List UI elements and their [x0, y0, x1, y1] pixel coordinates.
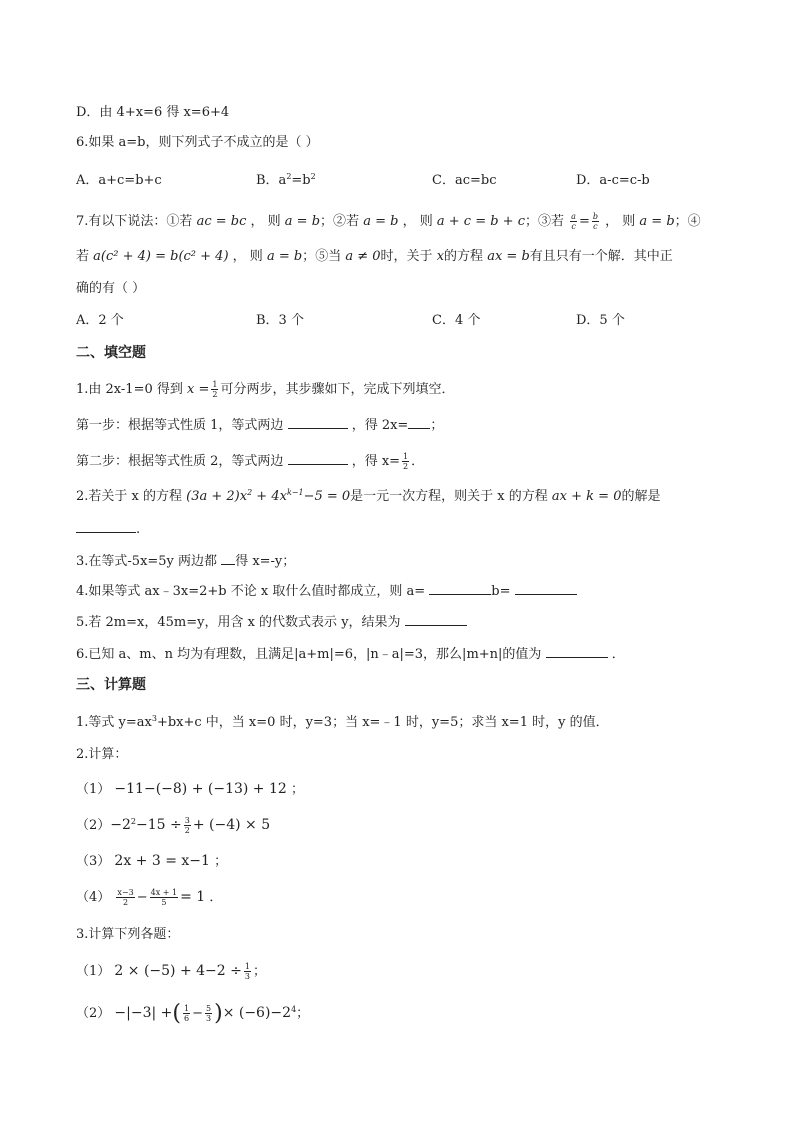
s2-q4-mid: b= [491, 584, 511, 599]
s3-q2-4-frac-1 [116, 888, 134, 907]
s2-step2-blank[interactable] [288, 452, 348, 465]
s2-q4 [76, 582, 577, 601]
s3-q3-2-minus: − [192, 1006, 203, 1021]
q7-circ-1: ① [166, 214, 180, 229]
q7-option-d: D．5 个 [576, 313, 625, 328]
q7-line-3: 确的有（ ） [76, 281, 146, 296]
q7-s2-cond: a = b [363, 214, 399, 229]
s3-q2-2-a: −2 [110, 817, 131, 833]
q7-ruo-3: 若 [551, 214, 565, 229]
q7-frac-a-c [570, 212, 577, 231]
s2-q2-eq-3: −5 = 0 [303, 489, 351, 504]
q7-s1-cond: ac = bc [196, 214, 247, 229]
q6-option-b-mid: =b [291, 173, 311, 188]
s2-q2-eq-1: (3a + 2)x [186, 489, 248, 504]
q7-ruo-2: 若 [346, 214, 360, 229]
s3-q3-2-frac-1 [183, 1004, 190, 1023]
s3-q2-4 [76, 888, 222, 907]
s3-q3-2-rparen: ) [214, 1001, 223, 1026]
q7-s2-res: a + c = b + c [436, 214, 525, 229]
q7-frac-b: b [592, 212, 598, 221]
s3-q1-prefix: 1.等式 y=ax [76, 715, 152, 730]
s2-q1-prefix: 1.由 2x-1=0 得到 [76, 382, 183, 397]
s3-q2-4-rhs: = 1 [180, 889, 206, 905]
s3-q3-1-expr: 2 × (−5) + 4−2 ÷ [114, 963, 242, 979]
q7-option-c: C．4 个 [432, 313, 481, 328]
s3-q3-2-num-1: 1 [184, 1004, 190, 1013]
s3-q3-1-frac-den: 3 [244, 972, 250, 981]
q6-option-b-prefix: B．a [256, 173, 287, 188]
s3-q3-2-label: （2） [76, 1006, 111, 1021]
s3-q3-2-lparen: ( [172, 1001, 181, 1026]
s3-q2-3 [76, 852, 227, 871]
s3-q3-2-den-1: 6 [184, 1014, 190, 1023]
q6-option-d: D．a-c=c-b [576, 173, 650, 188]
q7-ze-1: 则 [267, 214, 281, 229]
s3-q2-1 [76, 780, 304, 799]
s3-q3-2-a: −|−3| + [114, 1005, 173, 1021]
s2-q2 [76, 488, 660, 506]
s2-q6-blank[interactable] [546, 645, 608, 658]
s3-q2-4-den-1: 2 [123, 898, 129, 907]
s3-q2-4-label: （4） [76, 890, 111, 905]
s3-q2-4-minus: − [136, 890, 148, 905]
s3-q2-3-end: ； [214, 854, 228, 869]
s2-q1-frac [211, 380, 218, 399]
s2-q1-frac-num: 1 [212, 380, 218, 389]
s3-q2-4-frac-2 [150, 888, 178, 907]
s3-q2-2-label: （2） [76, 818, 111, 833]
s3-q3-2-b: × (−6)−2 [222, 1005, 292, 1021]
s3-q2-1-end: ； [290, 782, 304, 797]
s3-q3-1 [76, 962, 266, 981]
section-3-title: 三、计算题 [76, 677, 146, 693]
s3-q3-1-frac [244, 962, 251, 981]
s3-q2-4-num-1: x−3 [117, 888, 134, 897]
s2-q1-suffix: 可分两步，其步骤如下，完成下列填空． [220, 382, 455, 397]
s2-step2-frac-num: 1 [403, 452, 409, 461]
s2-q5-blank[interactable] [405, 613, 467, 626]
s2-q6-text: 6.已知 a、m、n 均为有理数，且满足|a+m|=6，|n﹣a|=3，那么|m+n|的值为 [76, 647, 542, 662]
s3-q2-2 [76, 816, 270, 835]
s2-step2-end: ． [411, 454, 425, 469]
s3-q2-title: 2.计算： [76, 747, 128, 762]
s2-q3-blank[interactable] [221, 552, 235, 565]
q7-circ-3: ③ [538, 214, 552, 229]
s2-step2-frac-den: 2 [403, 462, 409, 471]
s3-q3-2-end: ； [296, 1006, 310, 1021]
q7-circ-4: ④ [687, 214, 701, 229]
s2-q1-frac-den: 2 [212, 390, 218, 399]
q7-sep-3: ； [674, 214, 688, 229]
s2-q5-text: 5.若 2m=x，45m=y，用含 x 的代数式表示 y，结果为 [76, 615, 401, 630]
q7-ze-4: 则 [249, 249, 263, 264]
s2-q2-suffix: 的解是 [621, 489, 661, 504]
q6-option-b-exp-1: 2 [286, 172, 292, 181]
s2-step2-mid: ，得 x= [351, 454, 401, 469]
s2-q2-prefix: 2.若关于 x 的方程 [76, 489, 182, 504]
s2-q3-suffix: 得 x=-y； [235, 554, 296, 569]
q7-line-2: 若 a(c² + 4) = b(c² + 4) ， 则 a = b；⑤当 a ≠ 0时，关于 x的方程 ax = b有且只有一个解．其中正 [76, 249, 673, 264]
s3-q3-1-end: ； [252, 964, 266, 979]
s3-q2-4-den-2: 5 [161, 898, 167, 907]
s2-q2-exp-1: 2 [247, 488, 253, 497]
s3-q2-1-expr: −11−(−8) + (−13) + 12 [114, 781, 287, 797]
s3-q3-1-label: （1） [76, 964, 111, 979]
q6-option-b-exp-2: 2 [310, 172, 316, 181]
s2-q3-prefix: 3.在等式-5x=5y 两边都 [76, 554, 218, 569]
s3-q3-title: 3.计算下列各题： [76, 927, 180, 942]
s2-step2 [76, 452, 424, 471]
q5-option-d: D．由 4+x=6 得 x=6+4 [76, 105, 230, 120]
s3-q2-2-c: + (−4) × 5 [192, 817, 271, 833]
s2-q4-blank-b[interactable] [515, 582, 577, 595]
q7-option-a: A．2 个 [76, 313, 124, 328]
s2-step1-blank-2[interactable] [408, 416, 430, 429]
s2-q3 [76, 552, 295, 571]
q7-circ-5: ⑤ [315, 249, 329, 264]
s3-q2-4-num-2: 4x + 1 [150, 888, 178, 897]
q7-eq: ax = b [487, 249, 530, 264]
q7-s5-cond: a ≠ 0 [345, 249, 381, 264]
s2-step1-prefix: 第一步：根据等式性质 1，等式两边 [76, 418, 284, 433]
s3-q2-2-frac [184, 816, 191, 835]
s2-q2-eq-2: + 4x [252, 489, 287, 504]
q7-frac-b-c [592, 212, 599, 231]
s2-q2-mid: 是一元一次方程，则关于 x 的方程 [350, 489, 548, 504]
s3-q2-4-end: ． [209, 890, 223, 905]
q7-frac-c-2: c [593, 222, 598, 231]
q7-circ-2: ② [333, 214, 347, 229]
s3-q3-2-num-2: 5 [206, 1004, 212, 1013]
s3-q2-2-frac-num: 3 [184, 816, 190, 825]
q7-ruo-1: 若 [179, 214, 193, 229]
s3-q2-2-exp: 2 [130, 817, 137, 826]
q7-frac-a: a [571, 212, 576, 221]
q6-option-a: A．a+c=b+c [76, 173, 162, 188]
q7-sep-2: ； [524, 214, 538, 229]
q7-dang: 当 [328, 249, 342, 264]
s3-q1-exp: 3 [151, 714, 157, 723]
q7-line-1: 7.有以下说法：①若 ac = bc ， 则 a = b；②若 a = b ， 则 a + c = b + c；③若 $\frac{a}{c}$ = $\frac{b}{c}$ ， 则 a = b；④ [76, 212, 701, 231]
s2-q2-blank[interactable] [76, 520, 136, 533]
s3-q2-1-label: （1） [76, 782, 111, 797]
s3-q2-3-expr: 2x + 3 = x−1 [114, 853, 210, 869]
s3-q2-2-b: −15 ÷ [136, 817, 182, 833]
s2-step1-mid: ，得 2x= [351, 418, 409, 433]
s2-q2-eq-4: ax + k = 0 [551, 489, 622, 504]
s2-q2-end: . [136, 522, 141, 537]
s2-step2-frac [402, 452, 409, 471]
s2-step1 [76, 416, 443, 435]
q7-shi-text: 时，关于 [380, 249, 433, 264]
q7-s4-res: a = b [266, 249, 303, 264]
q7-tail: 有且只有一个解．其中正 [529, 249, 673, 264]
q7-s4-cond: a(c² + 4) = b(c² + 4) [93, 249, 229, 264]
s3-q3-2 [76, 1001, 310, 1026]
s3-q1 [76, 714, 609, 732]
s3-q3-1-frac-num: 1 [244, 962, 250, 971]
q7-eq-text: 的方程 [444, 249, 484, 264]
s3-q3-2-frac-2 [205, 1004, 212, 1023]
s2-q2-answer-line [76, 520, 140, 539]
s2-q1-x: x = [187, 382, 210, 397]
q6-option-b [256, 172, 316, 190]
s3-q3-2-exp: 4 [291, 1005, 297, 1014]
s2-step1-end: ； [430, 418, 444, 433]
q7-ze-3: 则 [622, 214, 636, 229]
s2-q5 [76, 613, 467, 632]
q7-var-x: x [436, 249, 445, 264]
q6-option-c: C．ac=bc [432, 173, 497, 188]
q6-stem: 6.如果 a=b，则下列式子不成立的是（ ） [76, 135, 319, 150]
q7-sep-1: ； [320, 214, 334, 229]
s3-q2-2-frac-den: 2 [184, 826, 190, 835]
q7-ze-2: 则 [419, 214, 433, 229]
q7-sep-4: ； [302, 249, 316, 264]
s2-step2-prefix: 第二步：根据等式性质 2，等式两边 [76, 454, 284, 469]
s3-q3-2-den-2: 3 [206, 1014, 212, 1023]
q7-frac-c-1: c [571, 222, 576, 231]
s2-q6 [76, 645, 625, 664]
q7-s3-res: a = b [639, 214, 675, 229]
s2-q6-end: ． [611, 647, 625, 662]
q7-s1-res: a = b [284, 214, 321, 229]
s3-q1-suffix: +bx+c 中，当 x=0 时，y=3；当 x=﹣1 时，y=5；求当 x=1 时，y 的值． [156, 715, 609, 730]
s2-q2-exp-2: k−1 [286, 488, 304, 497]
section-2-title: 二、填空题 [76, 345, 146, 361]
s2-step1-blank-1[interactable] [288, 416, 348, 429]
s3-q2-3-label: （3） [76, 854, 111, 869]
q7-ruo-4: 若 [76, 249, 90, 264]
q7-option-b: B．3 个 [256, 313, 304, 328]
s2-q4-prefix: 4.如果等式 ax﹣3x=2+b 不论 x 取什么值时都成立，则 a= [76, 584, 426, 599]
s2-q4-blank-a[interactable] [429, 582, 491, 595]
s2-q1 [76, 380, 454, 399]
q7-prefix: 7.有以下说法： [76, 214, 167, 229]
